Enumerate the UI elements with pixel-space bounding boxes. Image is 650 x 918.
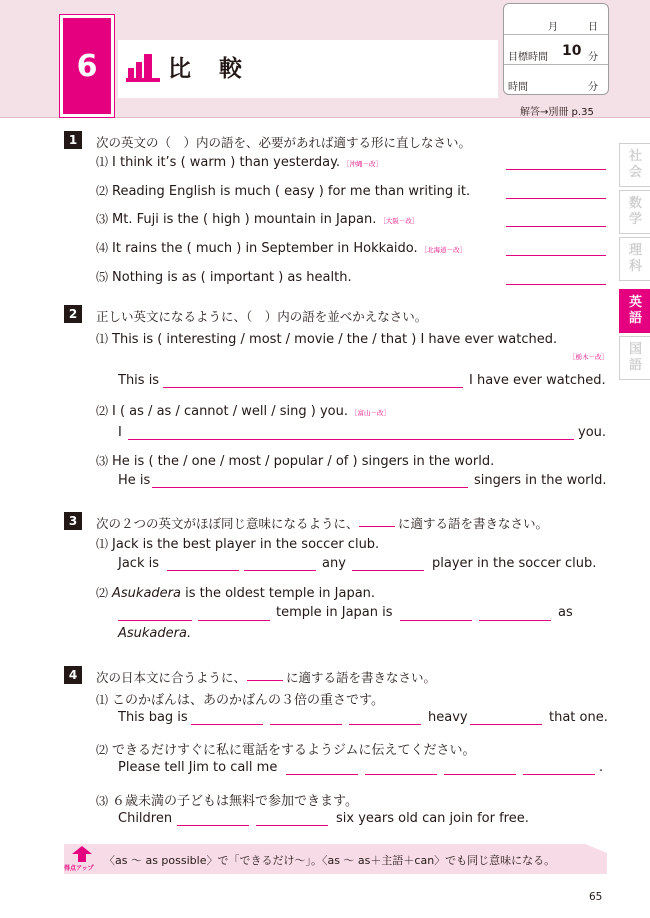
section-number-3: 3 [64, 512, 82, 530]
question-number: ⑸ [96, 270, 109, 284]
minutes-unit: 分 [588, 52, 598, 63]
target-time-label: 目標時間 [508, 52, 548, 63]
day-label: 日 [588, 22, 598, 33]
target-time-value: 10 [562, 43, 582, 59]
answer-suffix: you. [578, 425, 607, 440]
answer-connector: as [558, 605, 573, 620]
question-number: ⑶ [96, 212, 109, 226]
answer-suffix: six years old can join for free. [336, 811, 529, 826]
target-time-row [504, 34, 608, 65]
tab-math[interactable]: 数 学 [619, 190, 650, 234]
question-number: ⑵ [96, 586, 109, 600]
instruction-blank-sample [359, 526, 395, 527]
answer-blank[interactable] [163, 387, 463, 388]
answer-suffix: I have ever watched. [469, 373, 606, 388]
answer-blank[interactable] [506, 198, 606, 199]
answer-blank[interactable] [506, 169, 606, 170]
question-text: Jack is the best player in the soccer club. [112, 537, 380, 552]
question-number: ⑴ [96, 155, 109, 169]
answer-blank[interactable] [256, 825, 328, 826]
answer-blank[interactable] [444, 774, 516, 775]
up-arrow-icon [72, 846, 92, 862]
question-1-4 [96, 239, 466, 256]
answer-prefix: This is [118, 373, 160, 388]
tab-japanese[interactable]: 国 語 [619, 336, 650, 380]
question-text: I think it’s ( warm ) than yesterday. [112, 155, 341, 170]
question-text: できるだけすぐに私に電話をするようジムに伝えてください。 [112, 743, 476, 758]
answer-blank[interactable] [400, 620, 472, 621]
question-text: I ( as / as / cannot / well / sing ) you. [112, 404, 348, 419]
question-1-3 [96, 210, 418, 227]
question-4-3 [96, 790, 358, 809]
study-time-box [503, 3, 609, 95]
question-text-italic: Asukadera [112, 586, 181, 601]
answer-middle: temple in Japan is [276, 605, 393, 620]
question-2-2 [96, 402, 390, 419]
question-3-1 [96, 535, 379, 552]
answer-blank[interactable] [506, 284, 606, 285]
question-text: Nothing is as ( important ) as health. [112, 270, 352, 285]
answer-blank[interactable] [191, 724, 263, 725]
source-note: ［富山－改］ [350, 409, 390, 417]
question-3-2 [96, 584, 375, 601]
unit-number-badge: 6 [60, 15, 114, 117]
answer-blank[interactable] [470, 724, 542, 725]
question-2-3 [96, 452, 494, 469]
question-1-1 [96, 153, 382, 170]
question-4-2 [96, 739, 476, 758]
question-text: is the oldest temple in Japan. [180, 586, 376, 601]
answer-prefix: Jack is [118, 556, 159, 571]
question-number: ⑶ [96, 794, 109, 808]
answer-suffix: player in the soccer club. [432, 556, 597, 571]
answer-blank[interactable] [523, 774, 595, 775]
page-number: 65 [589, 891, 603, 903]
answer-blank[interactable] [479, 620, 551, 621]
section-1-instruction: 次の英文の（ ）内の語を、必要があれば適する形に直しなさい。 [96, 135, 472, 150]
question-1-2 [96, 182, 470, 199]
source-note: ［栃木－改］ [569, 353, 608, 361]
answer-blank[interactable] [506, 255, 606, 256]
section-4-instruction-b: に適する語を書きなさい。 [286, 670, 437, 685]
question-text: このかばんは、あのかばんの３倍の重さです。 [112, 693, 384, 708]
section-3-instruction-b: に適する語を書きなさい。 [398, 516, 549, 531]
answer-blank[interactable] [270, 724, 342, 725]
answer-suffix: Asukadera. [118, 626, 192, 641]
section-3-instruction-a: 次の２つの英文がほぼ同じ意味になるように、 [96, 516, 359, 531]
question-1-5 [96, 268, 352, 285]
answer-prefix: Children [118, 811, 173, 826]
answer-reference: 解答→別冊 p.35 [520, 107, 594, 118]
question-text: Mt. Fuji is the ( high ) mountain in Japan. [112, 212, 377, 227]
question-number: ⑵ [96, 404, 109, 418]
question-number: ⑵ [96, 184, 109, 198]
actual-time-label: 時間 [508, 82, 528, 93]
bar-chart-icon [126, 52, 160, 84]
tab-social[interactable]: 社 会 [619, 143, 650, 187]
answer-blank[interactable] [177, 825, 249, 826]
source-note: ［沖縄－改］ [343, 160, 383, 168]
answer-prefix: He is [118, 473, 151, 488]
section-number-4: 4 [64, 666, 82, 684]
section-2-instruction: 正しい英文になるように、（ ）内の語を並べかえなさい。 [96, 309, 428, 324]
section-number-2: 2 [64, 305, 82, 323]
answer-blank[interactable] [198, 620, 270, 621]
tab-english[interactable]: 英 語 [619, 289, 650, 333]
question-number: ⑴ [96, 332, 109, 346]
month-label: 月 [548, 22, 558, 33]
question-text: It rains the ( much ) in September in Hokkaido. [112, 241, 418, 256]
question-text: ６歳未満の子どもは無料で参加できます。 [112, 794, 358, 809]
tip-label: 得点アップ [64, 865, 94, 872]
answer-suffix: . [599, 760, 604, 775]
answer-blank[interactable] [365, 774, 437, 775]
source-note: ［北海道－改］ [420, 246, 467, 254]
unit-title: 比 較 [168, 56, 253, 82]
answer-middle: heavy [428, 710, 468, 725]
answer-blank[interactable] [506, 226, 606, 227]
tip-text: 〈as ～ as possible〉で「できるだけ～」。〈as ～ as＋主語＋can〉でも同じ意味になる。 [104, 854, 556, 867]
question-2-1 [96, 330, 557, 347]
answer-blank[interactable] [286, 774, 358, 775]
source-note: ［大阪－改］ [379, 217, 419, 225]
actual-time-row [504, 64, 608, 94]
answer-prefix: I [118, 425, 122, 440]
answer-blank[interactable] [349, 724, 421, 725]
question-text: He is ( the / one / most / popular / of ) singers in the world. [112, 454, 495, 469]
answer-blank[interactable] [352, 570, 424, 571]
question-4-1 [96, 689, 384, 708]
answer-blank[interactable] [244, 570, 316, 571]
question-number: ⑵ [96, 743, 109, 757]
question-text: This is ( interesting / most / movie / the / that ) I have ever watched. [112, 332, 558, 347]
answer-suffix: singers in the world. [474, 473, 607, 488]
section-number-1: 1 [64, 131, 82, 149]
answer-suffix: that one. [549, 710, 608, 725]
answer-blank[interactable] [167, 570, 239, 571]
answer-prefix: Please tell Jim to call me [118, 760, 278, 775]
answer-middle: any [322, 556, 346, 571]
answer-prefix: This bag is [118, 710, 188, 725]
instruction-blank-sample [247, 680, 283, 681]
question-number: ⑴ [96, 693, 109, 707]
question-number: ⑷ [96, 241, 109, 255]
tab-science[interactable]: 理 科 [619, 237, 650, 281]
question-number: ⑶ [96, 454, 109, 468]
minutes-unit-2: 分 [588, 82, 598, 93]
question-text: Reading English is much ( easy ) for me than writing it. [112, 184, 471, 199]
answer-blank[interactable] [152, 487, 468, 488]
date-row [504, 4, 608, 35]
answer-blank[interactable] [118, 620, 192, 621]
answer-blank[interactable] [128, 439, 574, 440]
question-number: ⑴ [96, 537, 109, 551]
section-4-instruction-a: 次の日本文に合うように、 [96, 670, 247, 685]
